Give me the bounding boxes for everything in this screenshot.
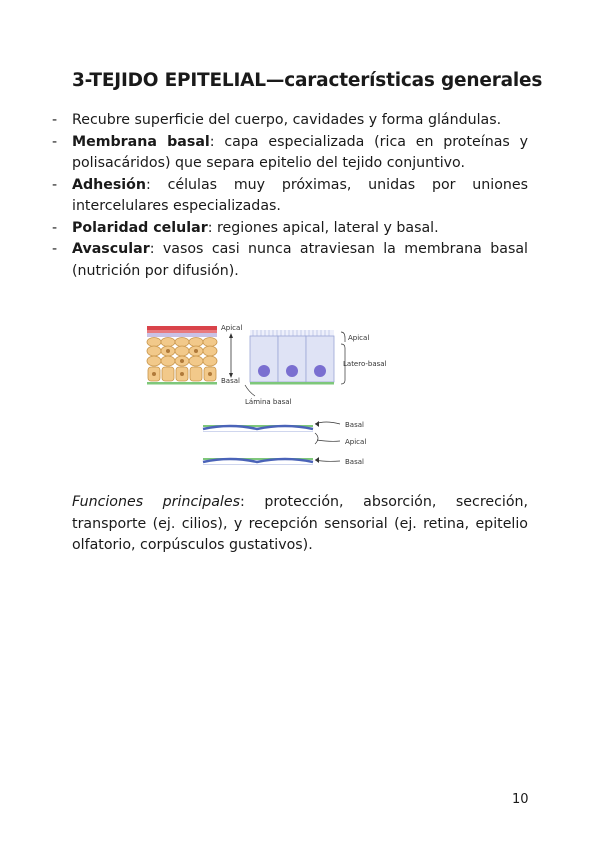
label-lamina-basal: Lámina basal [245, 398, 292, 406]
label-latero-basal: Latero-basal [343, 360, 387, 368]
squamous-epithelium [203, 425, 313, 465]
list-item: - Avascular: vasos casi nunca atraviesan la membrana basal (nutrición por difusión). [52, 241, 528, 279]
functions-text: : protección, absorción, secreción, transporte (ej. cilios), y recepción sensorial (ej. retina, epitelio olfatorio, corpúsculos gustativos). [72, 494, 529, 553]
label-basal-2: Basal [345, 458, 364, 466]
title-part-1: 3-TEJIDO EPITELIAL— [72, 70, 285, 91]
epithelium-diagram [145, 320, 405, 470]
page-title [72, 70, 542, 91]
label-apical-mid: Apical [345, 438, 367, 446]
stratified-epithelium [147, 326, 217, 385]
list-item: - Membrana basal: capa especializada (rica en proteínas y polisacáridos) que separa epitelio del tejido conjuntivo. [52, 133, 528, 171]
list-item: - Recubre superficie del cuerpo, cavidades y forma glándulas. [52, 112, 502, 128]
functions-paragraph [72, 492, 528, 557]
label-apical-right: Apical [348, 334, 370, 342]
characteristics-list [52, 110, 528, 282]
list-item: - Polaridad celular: regiones apical, lateral y basal. [52, 219, 439, 236]
functions-label: Funciones principales [72, 494, 240, 510]
title-part-2: características generales [284, 70, 543, 91]
label-basal-left: Basal [221, 377, 240, 385]
label-basal-1: Basal [345, 421, 364, 429]
list-item: - Adhesión: células muy próximas, unidas por uniones intercelulares especializadas. [52, 176, 528, 214]
page-number: 10 [512, 792, 529, 807]
columnar-epithelium [250, 330, 334, 385]
label-apical-left: Apical [221, 324, 243, 332]
